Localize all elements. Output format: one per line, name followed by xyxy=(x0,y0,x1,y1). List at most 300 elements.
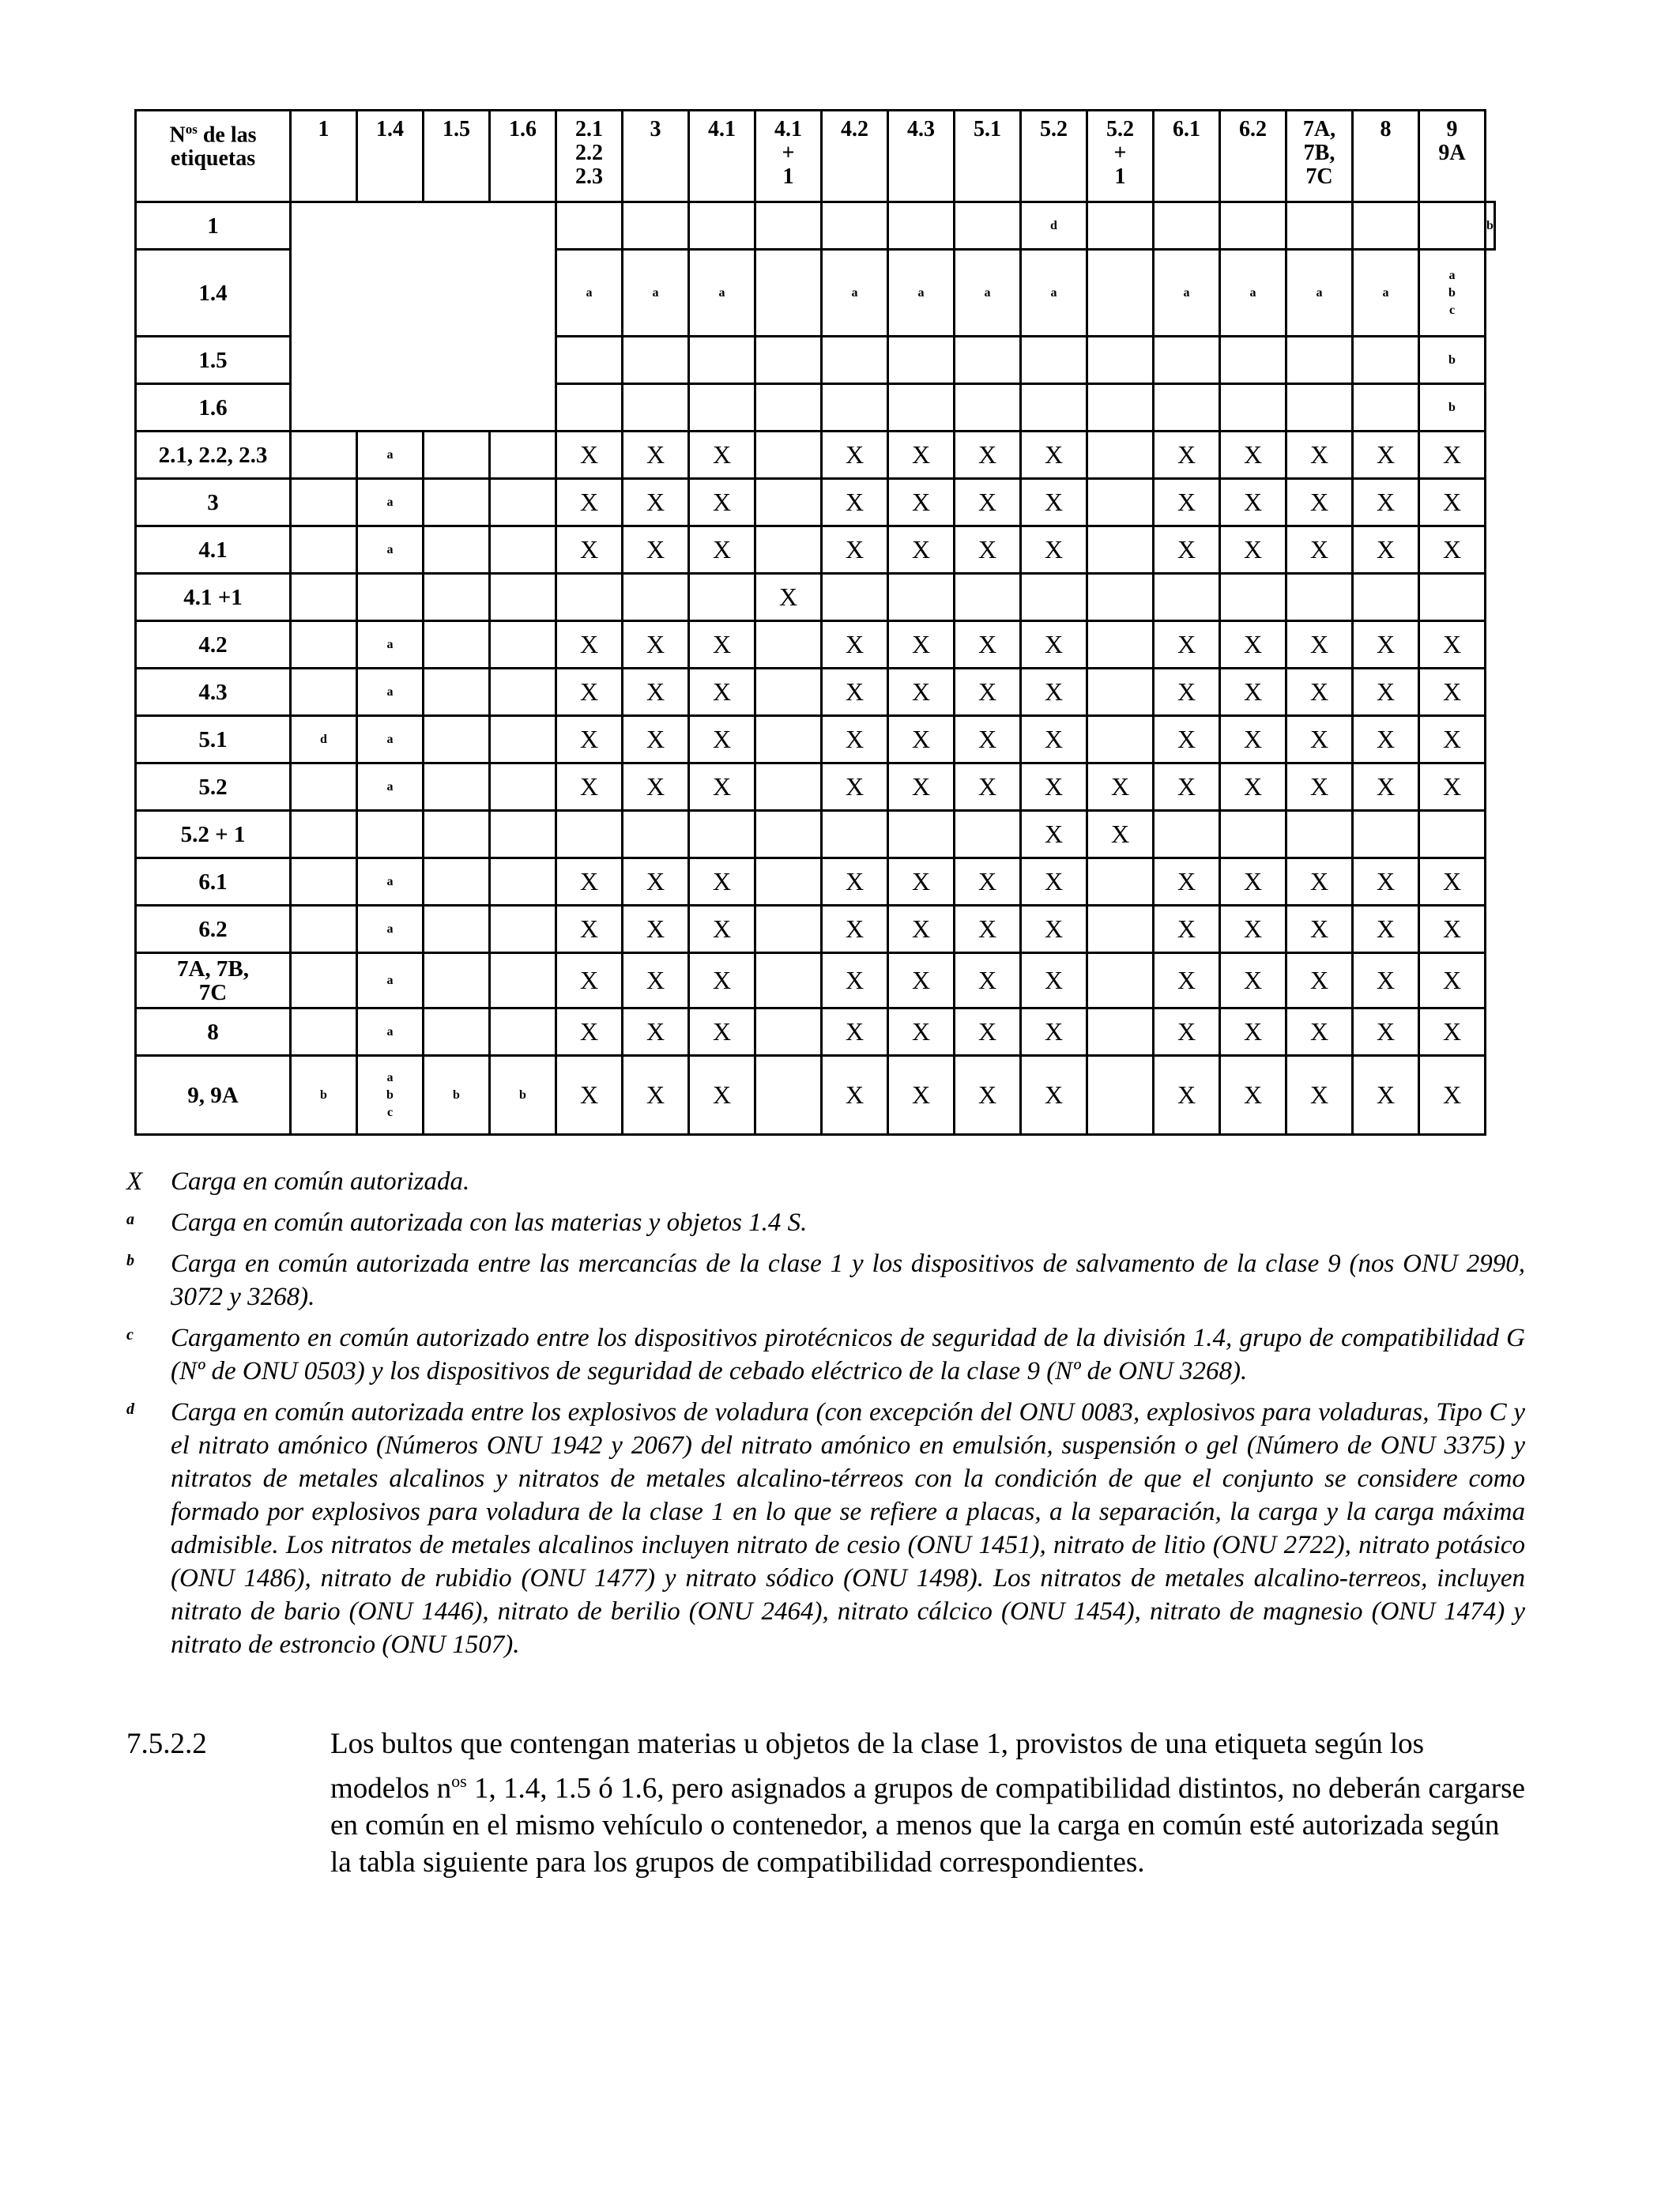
table-cell: X xyxy=(1353,479,1419,526)
table-row xyxy=(136,858,1495,906)
table-cell: X xyxy=(1286,479,1353,526)
table-cell: X xyxy=(888,906,955,953)
table-cell: X xyxy=(1021,669,1087,716)
table-cell xyxy=(755,716,822,763)
table-cell: X xyxy=(1286,1008,1353,1056)
column-header: 4.3 xyxy=(888,111,955,202)
table-row xyxy=(136,621,1495,669)
table-cell: b xyxy=(1486,202,1495,250)
table-cell xyxy=(291,432,357,479)
table-cell: X xyxy=(955,669,1021,716)
table-cell: X xyxy=(1286,906,1353,953)
column-header: 8 xyxy=(1353,111,1419,202)
table-cell xyxy=(755,384,822,432)
column-header: 1.6 xyxy=(490,111,556,202)
table-cell xyxy=(1087,250,1154,337)
table-cell: X xyxy=(623,479,689,526)
table-cell: a xyxy=(955,250,1021,337)
table-cell xyxy=(291,479,357,526)
table-cell: X xyxy=(556,1008,623,1056)
header-label: $N^{os}$ de las etiquetas xyxy=(136,111,291,202)
table-cell xyxy=(424,858,490,906)
table-cell: X xyxy=(1154,763,1220,811)
table-cell xyxy=(755,250,822,337)
table-cell xyxy=(755,669,822,716)
table-cell: a xyxy=(357,716,424,763)
footnote-mark: a xyxy=(126,1211,134,1228)
table-cell: d xyxy=(291,716,357,763)
table-cell: X xyxy=(556,669,623,716)
table-cell: X xyxy=(1353,526,1419,574)
table-cell: X xyxy=(689,669,755,716)
table-cell xyxy=(888,337,955,384)
table-cell xyxy=(955,337,1021,384)
table-cell: X xyxy=(1419,526,1486,574)
paragraph-text-part-1: Los bultos que contengan materias u objetos de la clase 1, provistos de una etiqueta según los modelos n xyxy=(330,1728,1425,1805)
table-cell: X xyxy=(1154,479,1220,526)
footnote-item xyxy=(126,1321,1525,1388)
table-cell xyxy=(556,811,623,858)
paragraph-text-part-2: 1, 1.4, 1.5 ó 1.6, pero asignados a grupos de compatibilidad distintos, no deberán cargarse en común en el mismo vehículo o contenedor, a menos que la carga en común esté autorizada según la tabla siguiente para los grupos de compatibilidad correspondientes. xyxy=(330,1772,1525,1879)
table-cell: X xyxy=(623,716,689,763)
table-cell xyxy=(623,337,689,384)
table-cell xyxy=(1220,337,1286,384)
table-row xyxy=(136,953,1495,1008)
table-cell xyxy=(1087,716,1154,763)
table-cell xyxy=(424,574,490,621)
table-cell: b xyxy=(1419,384,1486,432)
table-cell: X xyxy=(1286,432,1353,479)
table-cell xyxy=(1154,202,1220,250)
table-cell xyxy=(291,526,357,574)
footnote-mark: b xyxy=(126,1252,134,1269)
table-cell: X xyxy=(1286,669,1353,716)
table-cell: X xyxy=(1286,953,1353,1008)
table-cell: X xyxy=(822,763,888,811)
table-cell: X xyxy=(1154,716,1220,763)
table-cell xyxy=(1154,337,1220,384)
table-cell: X xyxy=(1220,906,1286,953)
table-cell: X xyxy=(888,1008,955,1056)
table-cell xyxy=(822,337,888,384)
table-cell: X xyxy=(689,526,755,574)
table-cell: X xyxy=(1220,763,1286,811)
table-cell: b xyxy=(1419,337,1486,384)
table-cell xyxy=(291,621,357,669)
footnote-mark: c xyxy=(126,1326,134,1344)
table-cell: X xyxy=(1087,811,1154,858)
table-cell: X xyxy=(1286,858,1353,906)
table-cell xyxy=(1419,811,1486,858)
table-cell: X xyxy=(1353,858,1419,906)
table-cell: X xyxy=(1220,621,1286,669)
row-label: 5.2 + 1 xyxy=(136,811,291,858)
column-header: 5.1 xyxy=(955,111,1021,202)
footnote-item xyxy=(126,1206,1525,1239)
table-cell: X xyxy=(1154,526,1220,574)
table-cell: X xyxy=(1154,432,1220,479)
table-cell xyxy=(1286,811,1353,858)
row-label: 8 xyxy=(136,1008,291,1056)
column-header: 6.1 xyxy=(1154,111,1220,202)
table-cell xyxy=(1286,337,1353,384)
table-cell: X xyxy=(556,432,623,479)
table-cell xyxy=(291,858,357,906)
table-cell: X xyxy=(1021,811,1087,858)
table-cell: a b c xyxy=(1419,250,1486,337)
table-cell: X xyxy=(888,526,955,574)
column-header: 2.1 2.2 2.3 xyxy=(556,111,623,202)
column-header: 4.1 + 1 xyxy=(755,111,822,202)
table-cell xyxy=(755,526,822,574)
column-header: 5.2 xyxy=(1021,111,1087,202)
table-cell xyxy=(1021,574,1087,621)
table-cell: X xyxy=(1220,669,1286,716)
table-cell: a xyxy=(357,432,424,479)
table-cell: X xyxy=(955,716,1021,763)
table-cell xyxy=(424,669,490,716)
table-cell xyxy=(490,479,556,526)
table-cell: X xyxy=(822,669,888,716)
table-cell: X xyxy=(1021,621,1087,669)
table-cell xyxy=(623,574,689,621)
table-cell: X xyxy=(1154,1008,1220,1056)
table-row xyxy=(136,479,1495,526)
table-header-row xyxy=(136,111,1495,202)
column-header: 3 xyxy=(623,111,689,202)
table-cell xyxy=(1419,574,1486,621)
table-cell: X xyxy=(689,906,755,953)
table-cell: a xyxy=(1154,250,1220,337)
table-cell: d xyxy=(1021,202,1087,250)
table-cell: X xyxy=(1419,669,1486,716)
table-cell: X xyxy=(623,669,689,716)
table-cell xyxy=(755,1056,822,1135)
column-header: 9 9A xyxy=(1419,111,1486,202)
column-header: 4.2 xyxy=(822,111,888,202)
table-cell: X xyxy=(1353,621,1419,669)
table-cell: X xyxy=(955,526,1021,574)
table-cell xyxy=(755,953,822,1008)
table-cell: X xyxy=(955,1008,1021,1056)
table-cell xyxy=(291,953,357,1008)
table-cell xyxy=(490,621,556,669)
table-cell: X xyxy=(1021,763,1087,811)
table-cell xyxy=(556,202,623,250)
table-cell: X xyxy=(1419,906,1486,953)
table-cell xyxy=(1220,574,1286,621)
table-cell xyxy=(755,202,822,250)
table-cell: X xyxy=(1021,953,1087,1008)
table-cell xyxy=(623,811,689,858)
table-cell: X xyxy=(1286,1056,1353,1135)
table-cell: X xyxy=(1021,858,1087,906)
table-cell: X xyxy=(822,716,888,763)
table-cell xyxy=(755,811,822,858)
table-cell: a xyxy=(888,250,955,337)
table-cell: a xyxy=(357,669,424,716)
table-cell xyxy=(888,384,955,432)
table-cell: X xyxy=(888,621,955,669)
table-cell: X xyxy=(1021,716,1087,763)
table-cell: X xyxy=(822,858,888,906)
row-label: 6.1 xyxy=(136,858,291,906)
table-cell: X xyxy=(1220,1008,1286,1056)
table-cell xyxy=(955,811,1021,858)
table-cell: X xyxy=(1220,526,1286,574)
table-row xyxy=(136,716,1495,763)
row-label: 6.2 xyxy=(136,906,291,953)
table-cell: X xyxy=(822,621,888,669)
table-cell: X xyxy=(689,432,755,479)
column-header: 1.4 xyxy=(357,111,424,202)
table-cell xyxy=(1220,384,1286,432)
table-cell: X xyxy=(1419,953,1486,1008)
table-cell: X xyxy=(955,432,1021,479)
column-header: 6.2 xyxy=(1220,111,1286,202)
table-cell: X xyxy=(1286,716,1353,763)
footnote-text: Cargamento en común autorizado entre los dispositivos pirotécnicos de seguridad de la división 1.4, grupo de compatibilidad G (Nº de ONU 0503) y los dispositivos de seguridad de cebado eléctrico de la clase 9 (Nº de ONU 3268). xyxy=(171,1324,1525,1385)
table-cell xyxy=(556,574,623,621)
table-cell xyxy=(424,811,490,858)
table-cell xyxy=(490,811,556,858)
table-cell: X xyxy=(888,432,955,479)
table-cell xyxy=(1220,202,1286,250)
table-cell: X xyxy=(888,716,955,763)
table-cell xyxy=(291,669,357,716)
table-cell xyxy=(1286,574,1353,621)
table-cell: X xyxy=(955,858,1021,906)
table-cell: X xyxy=(1154,669,1220,716)
compatibility-table xyxy=(134,109,1496,1136)
table-row xyxy=(136,202,1495,250)
table-cell xyxy=(357,574,424,621)
table-cell: X xyxy=(888,669,955,716)
table-cell xyxy=(291,763,357,811)
table-cell: X xyxy=(1286,621,1353,669)
table-cell xyxy=(490,432,556,479)
table-cell: X xyxy=(689,479,755,526)
table-cell: a xyxy=(623,250,689,337)
table-row xyxy=(136,669,1495,716)
table-row xyxy=(136,763,1495,811)
table-cell: X xyxy=(556,526,623,574)
table-row xyxy=(136,1008,1495,1056)
table-cell: X xyxy=(1419,858,1486,906)
table-cell: X xyxy=(1353,432,1419,479)
table-cell xyxy=(955,574,1021,621)
table-cell xyxy=(955,202,1021,250)
table-cell xyxy=(1087,384,1154,432)
row-label: 3 xyxy=(136,479,291,526)
table-cell xyxy=(357,811,424,858)
table-cell: X xyxy=(623,763,689,811)
table-cell: X xyxy=(1154,906,1220,953)
table-cell: X xyxy=(556,763,623,811)
table-cell xyxy=(490,526,556,574)
table-cell: a xyxy=(357,763,424,811)
table-cell: X xyxy=(689,1056,755,1135)
table-cell xyxy=(490,906,556,953)
table-cell xyxy=(1087,337,1154,384)
table-cell: X xyxy=(888,858,955,906)
table-cell xyxy=(1087,1008,1154,1056)
table-cell: X xyxy=(1154,621,1220,669)
table-cell xyxy=(1087,858,1154,906)
table-cell: X xyxy=(623,953,689,1008)
footnote-text: Carga en común autorizada entre las mercancías de la clase 1 y los dispositivos de salvamento de la clase 9 (nos ONU 2990, 3072 y 3268). xyxy=(171,1250,1525,1311)
table-cell xyxy=(755,1008,822,1056)
table-cell: X xyxy=(556,621,623,669)
table-cell: X xyxy=(1419,432,1486,479)
table-cell: X xyxy=(556,716,623,763)
table-cell: X xyxy=(689,1008,755,1056)
table-cell: X xyxy=(1021,1008,1087,1056)
paragraph-text xyxy=(330,1725,1525,1881)
table-cell xyxy=(490,1008,556,1056)
table-cell xyxy=(424,953,490,1008)
table-cell xyxy=(822,384,888,432)
table-cell: X xyxy=(1419,621,1486,669)
table-cell: X xyxy=(822,432,888,479)
table-cell xyxy=(424,432,490,479)
table-cell xyxy=(1353,337,1419,384)
row-label: 2.1, 2.2, 2.3 xyxy=(136,432,291,479)
table-cell: X xyxy=(689,716,755,763)
row-label: 7A, 7B, 7C xyxy=(136,953,291,1008)
table-cell: X xyxy=(1154,858,1220,906)
table-cell: X xyxy=(1419,716,1486,763)
table-cell: a xyxy=(822,250,888,337)
table-cell: a xyxy=(357,906,424,953)
table-cell xyxy=(1154,574,1220,621)
footnote-text: Carga en común autorizada. xyxy=(171,1167,470,1196)
footnote-text: Carga en común autorizada con las materias y objetos 1.4 S. xyxy=(171,1208,808,1237)
table-cell: X xyxy=(1286,763,1353,811)
table-cell: X xyxy=(623,621,689,669)
table-cell xyxy=(689,202,755,250)
table-cell xyxy=(689,574,755,621)
table-cell: X xyxy=(556,858,623,906)
row-label: 1.6 xyxy=(136,384,291,432)
table-cell xyxy=(888,574,955,621)
table-row xyxy=(136,574,1495,621)
table-cell xyxy=(1087,953,1154,1008)
table-cell xyxy=(755,906,822,953)
table-cell: X xyxy=(1154,953,1220,1008)
table-cell xyxy=(1286,384,1353,432)
table-cell: X xyxy=(623,432,689,479)
table-cell xyxy=(822,574,888,621)
table-cell: a xyxy=(1220,250,1286,337)
table-cell: a xyxy=(1021,250,1087,337)
table-cell: X xyxy=(1220,953,1286,1008)
row-label: 5.1 xyxy=(136,716,291,763)
table-cell: X xyxy=(689,953,755,1008)
table-cell xyxy=(490,763,556,811)
table-cell xyxy=(1286,202,1353,250)
table-cell xyxy=(1087,669,1154,716)
column-header: 1 xyxy=(291,111,357,202)
table-cell xyxy=(291,906,357,953)
footnote-item xyxy=(126,1247,1525,1314)
table-cell: X xyxy=(1220,858,1286,906)
table-cell: b xyxy=(490,1056,556,1135)
table-cell: a xyxy=(357,621,424,669)
table-cell: a xyxy=(357,953,424,1008)
table-cell: X xyxy=(822,479,888,526)
table-cell: a xyxy=(1353,250,1419,337)
table-cell: X xyxy=(822,1008,888,1056)
table-cell: X xyxy=(1353,953,1419,1008)
table-cell xyxy=(1353,202,1419,250)
footnote-item xyxy=(126,1396,1525,1661)
row-label: 4.3 xyxy=(136,669,291,716)
table-cell: X xyxy=(1419,1056,1486,1135)
paragraph-number: 7.5.2.2 xyxy=(126,1728,207,1760)
table-cell: X xyxy=(822,906,888,953)
column-header: 5.2 + 1 xyxy=(1087,111,1154,202)
table-cell: X xyxy=(888,1056,955,1135)
table-cell: X xyxy=(556,953,623,1008)
table-row xyxy=(136,432,1495,479)
table-cell: X xyxy=(955,906,1021,953)
table-cell xyxy=(424,906,490,953)
table-cell xyxy=(755,621,822,669)
paragraph-superscript: os xyxy=(451,1771,467,1791)
column-header: 7A, 7B, 7C xyxy=(1286,111,1353,202)
table-cell xyxy=(490,574,556,621)
table-row xyxy=(136,526,1495,574)
table-cell xyxy=(424,763,490,811)
table-cell: X xyxy=(556,479,623,526)
footnote-item xyxy=(126,1165,1525,1198)
footnote-mark: X xyxy=(126,1167,143,1196)
table-cell xyxy=(1353,811,1419,858)
table-cell xyxy=(1154,384,1220,432)
table-cell xyxy=(1087,479,1154,526)
table-cell: X xyxy=(1419,1008,1486,1056)
table-cell: X xyxy=(888,953,955,1008)
table-cell: X xyxy=(1353,906,1419,953)
table-row xyxy=(136,906,1495,953)
table-cell xyxy=(556,337,623,384)
table-cell xyxy=(689,811,755,858)
table-cell xyxy=(424,621,490,669)
table-cell xyxy=(1154,811,1220,858)
row-label: 4.1 +1 xyxy=(136,574,291,621)
table-cell xyxy=(1087,906,1154,953)
table-cell xyxy=(1087,1056,1154,1135)
table-cell: X xyxy=(1353,716,1419,763)
table-cell xyxy=(1087,621,1154,669)
table-cell: X xyxy=(955,621,1021,669)
table-cell xyxy=(490,858,556,906)
table-cell: a b c xyxy=(357,1056,424,1135)
table-cell xyxy=(1087,432,1154,479)
table-cell xyxy=(623,384,689,432)
table-cell xyxy=(888,202,955,250)
row-label: 1.5 xyxy=(136,337,291,384)
table-cell: X xyxy=(1220,716,1286,763)
table-cell xyxy=(424,479,490,526)
table-cell xyxy=(556,384,623,432)
table-cell xyxy=(1220,811,1286,858)
table-cell: X xyxy=(1021,479,1087,526)
table-cell: a xyxy=(689,250,755,337)
table-cell: X xyxy=(1154,1056,1220,1135)
table-cell xyxy=(888,811,955,858)
